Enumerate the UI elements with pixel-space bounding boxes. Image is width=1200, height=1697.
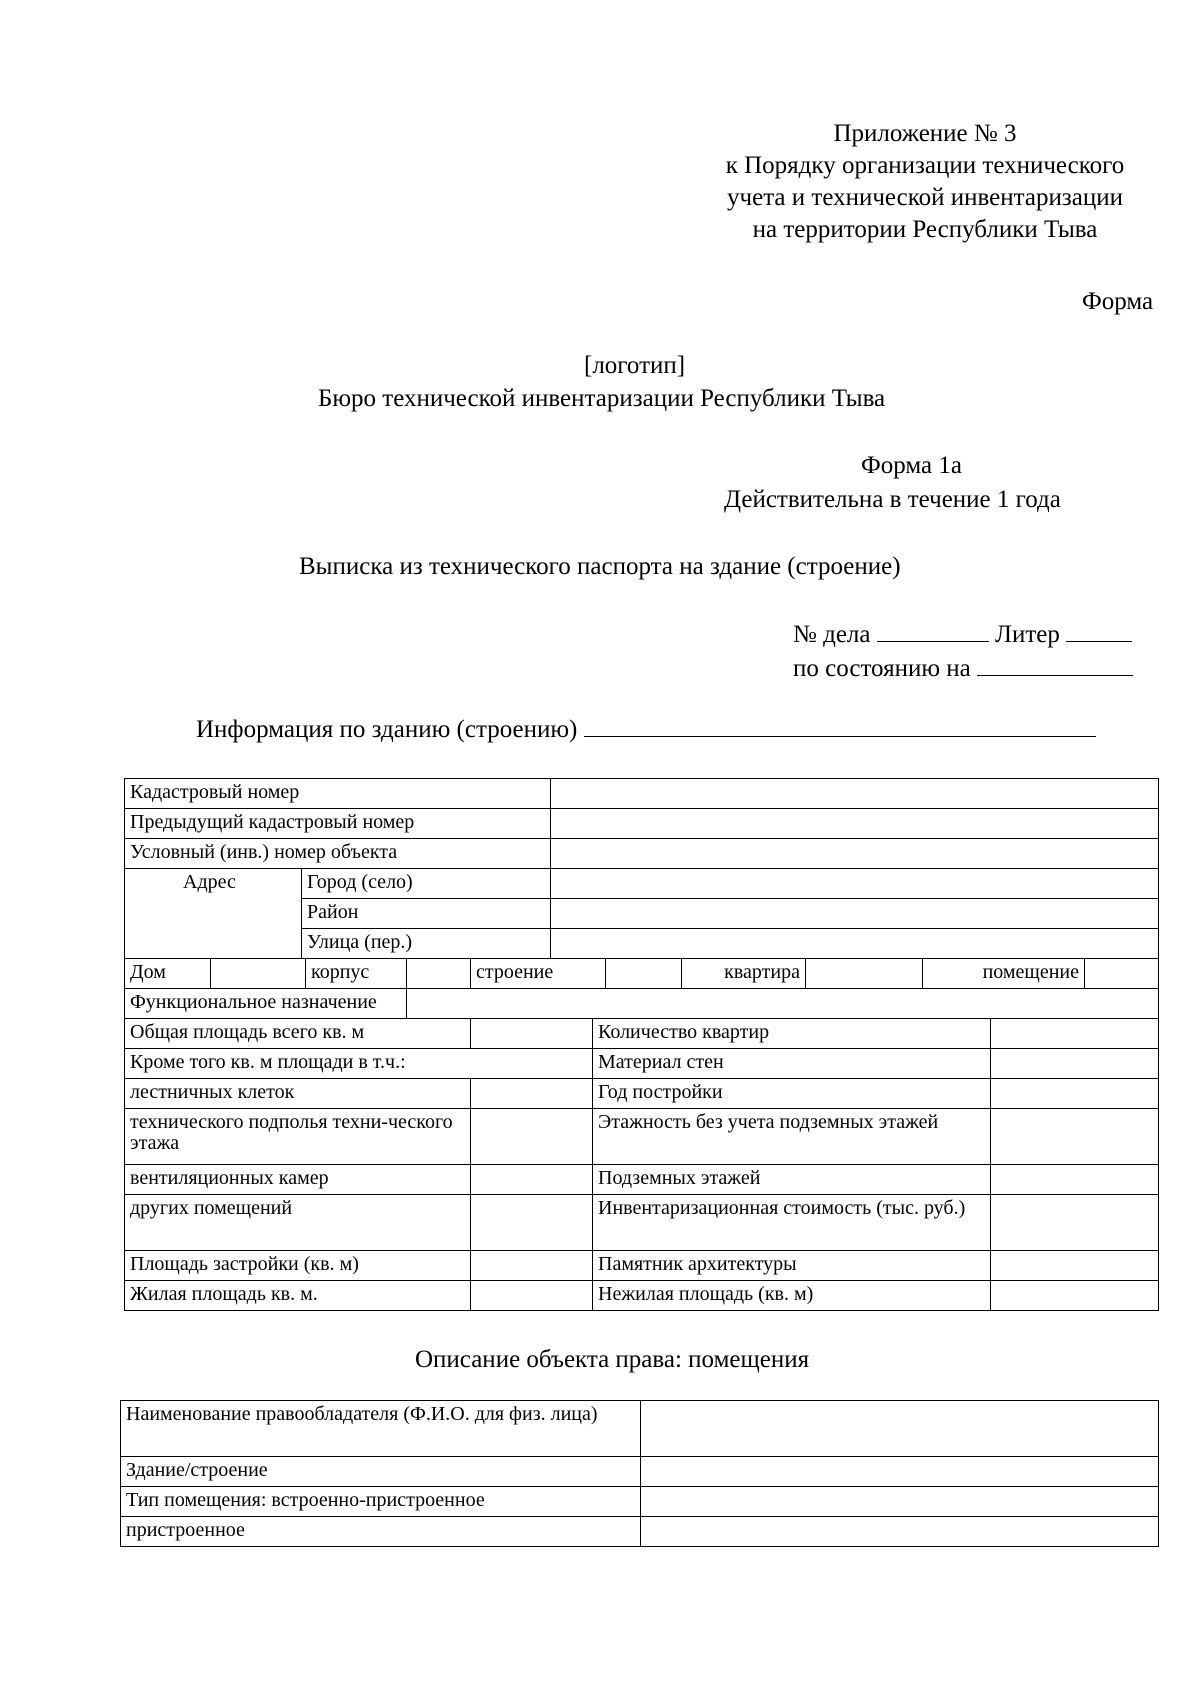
liter-field[interactable] xyxy=(1066,617,1132,642)
house-label: Дом xyxy=(125,959,211,989)
right-object-table xyxy=(120,1400,1159,1547)
korpus-value[interactable] xyxy=(407,959,471,989)
appendix-line: Приложение № 3 xyxy=(833,120,1017,147)
korpus-label: корпус xyxy=(306,959,407,989)
appendix-line: к Порядку организации технического xyxy=(725,152,1125,179)
as-of-row xyxy=(793,651,1133,685)
street-label: Улица (пер.) xyxy=(302,929,551,959)
wall-material-value[interactable] xyxy=(991,1049,1159,1079)
architecture-monument-value[interactable] xyxy=(991,1251,1159,1281)
logo-placeholder: [логотип] xyxy=(584,352,686,379)
non-residential-area-value[interactable] xyxy=(991,1281,1159,1311)
case-number-field[interactable] xyxy=(877,617,989,642)
functional-purpose-value[interactable] xyxy=(407,989,1159,1019)
other-rooms-value[interactable] xyxy=(471,1195,593,1251)
previous-cadastral-number-label: Предыдущий кадастровый номер xyxy=(125,809,551,839)
appendix-line: учета и технической инвентаризации xyxy=(727,184,1123,211)
total-area-label: Общая площадь всего кв. м xyxy=(125,1019,471,1049)
case-number-row xyxy=(793,617,1132,651)
total-area-value[interactable] xyxy=(471,1019,593,1049)
wall-material-label: Материал стен xyxy=(593,1049,991,1079)
district-value[interactable] xyxy=(551,899,1159,929)
underground-floors-label: Подземных этажей xyxy=(593,1165,991,1195)
technical-underfloor-label: технического подполья техни-ческого этажа xyxy=(125,1109,471,1165)
construction-year-value[interactable] xyxy=(991,1079,1159,1109)
staircase-area-label: лестничных клеток xyxy=(125,1079,471,1109)
previous-cadastral-number-value[interactable] xyxy=(551,809,1159,839)
attached-value[interactable] xyxy=(641,1517,1159,1547)
technical-underfloor-value[interactable] xyxy=(471,1109,593,1165)
building-value[interactable] xyxy=(641,1457,1159,1487)
district-label: Район xyxy=(302,899,551,929)
floors-count-value[interactable] xyxy=(991,1109,1159,1165)
built-up-area-label: Площадь застройки (кв. м) xyxy=(125,1251,471,1281)
house-details-table xyxy=(124,958,1159,1019)
stroenie-value[interactable] xyxy=(606,959,682,989)
section2-title: Описание объекта права: помещения xyxy=(415,1346,810,1373)
document-title: Выписка из технического паспорта на здание (строение) xyxy=(299,553,901,580)
construction-year-label: Год постройки xyxy=(593,1079,991,1109)
non-residential-area-label: Нежилая площадь (кв. м) xyxy=(593,1281,991,1311)
building-info-field[interactable] xyxy=(584,712,1096,737)
floors-count-label: Этажность без учета подземных этажей xyxy=(593,1109,991,1165)
conditional-number-label: Условный (инв.) номер объекта xyxy=(125,839,551,869)
room-type-value[interactable] xyxy=(641,1487,1159,1517)
case-number-label: № дела xyxy=(793,621,871,648)
form-number: Форма 1а xyxy=(861,452,962,479)
appendix-block xyxy=(690,118,1160,246)
staircase-area-value[interactable] xyxy=(471,1079,593,1109)
apartments-count-label: Количество квартир xyxy=(593,1019,991,1049)
pomeshchenie-value[interactable] xyxy=(1085,959,1159,989)
as-of-label: по состоянию на xyxy=(793,655,971,682)
functional-purpose-label: Функциональное назначение xyxy=(125,989,407,1019)
address-label-text: Адрес xyxy=(183,871,236,893)
additional-area-label: Кроме того кв. м площади в т.ч.: xyxy=(125,1049,593,1079)
as-of-field[interactable] xyxy=(977,651,1133,676)
inventory-cost-label: Инвентаризационная стоимость (тыс. руб.) xyxy=(593,1195,991,1251)
address-label xyxy=(125,869,302,959)
validity-note: Действительна в течение 1 года xyxy=(724,486,1061,513)
kvartira-value[interactable] xyxy=(806,959,923,989)
building-info-row xyxy=(196,712,1096,746)
stroenie-label: строение xyxy=(471,959,606,989)
appendix-line: на территории Республики Тыва xyxy=(752,216,1098,243)
building-label: Здание/строение xyxy=(121,1457,641,1487)
underground-floors-value[interactable] xyxy=(991,1165,1159,1195)
ventilation-chambers-value[interactable] xyxy=(471,1165,593,1195)
inventory-cost-value[interactable] xyxy=(991,1195,1159,1251)
street-value[interactable] xyxy=(551,929,1159,959)
pomeshchenie-label: помещение xyxy=(923,959,1085,989)
kvartira-label: квартира xyxy=(682,959,806,989)
bureau-name: Бюро технической инвентаризации Республики Тыва xyxy=(318,385,886,412)
city-label: Город (село) xyxy=(302,869,551,899)
apartments-count-value[interactable] xyxy=(991,1019,1159,1049)
building-identity-table xyxy=(124,778,1159,959)
right-holder-value[interactable] xyxy=(641,1401,1159,1457)
room-type-label: Тип помещения: встроенно-пристроенное xyxy=(121,1487,641,1517)
living-area-value[interactable] xyxy=(471,1281,593,1311)
house-value[interactable] xyxy=(211,959,306,989)
right-holder-label: Наименование правообладателя (Ф.И.О. для физ. лица) xyxy=(121,1401,641,1457)
conditional-number-value[interactable] xyxy=(551,839,1159,869)
building-characteristics-table xyxy=(124,1018,1159,1311)
cadastral-number-label: Кадастровый номер xyxy=(125,779,551,809)
living-area-label: Жилая площадь кв. м. xyxy=(125,1281,471,1311)
attached-label: пристроенное xyxy=(121,1517,641,1547)
liter-label: Литер xyxy=(995,621,1060,648)
built-up-area-value[interactable] xyxy=(471,1251,593,1281)
cadastral-number-value[interactable] xyxy=(551,779,1159,809)
city-value[interactable] xyxy=(551,869,1159,899)
architecture-monument-label: Памятник архитектуры xyxy=(593,1251,991,1281)
form-label: Форма xyxy=(1082,288,1154,315)
other-rooms-label: других помещений xyxy=(125,1195,471,1251)
building-info-label: Информация по зданию (строению) xyxy=(196,716,578,743)
ventilation-chambers-label: вентиляционных камер xyxy=(125,1165,471,1195)
